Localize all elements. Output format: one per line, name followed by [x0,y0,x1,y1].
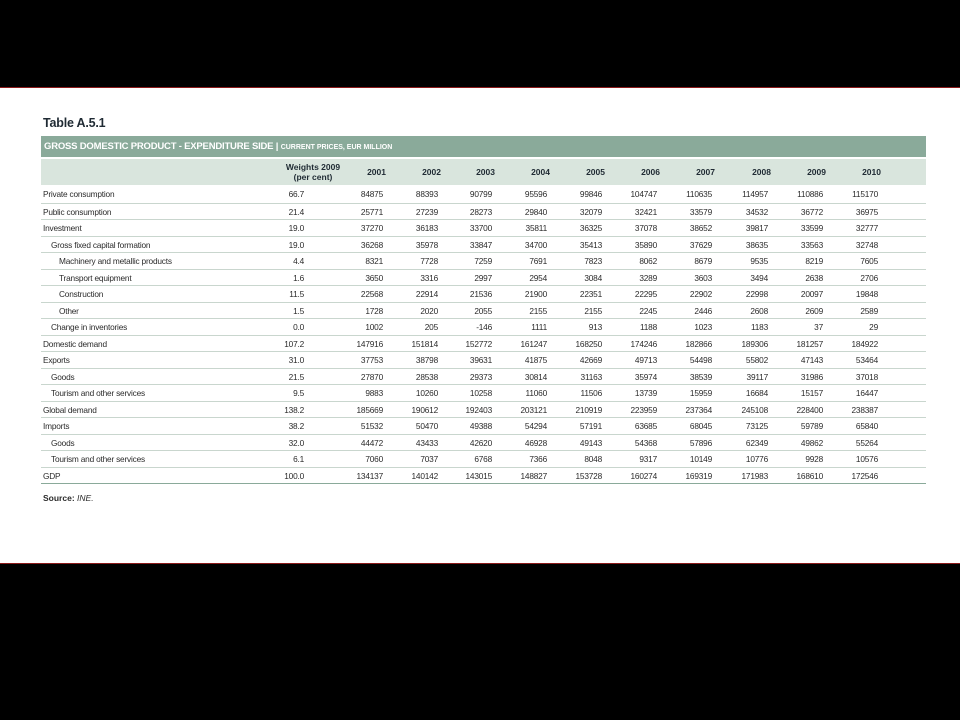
row-label: Construction [59,289,104,299]
weight-cell: 11.5 [289,289,304,299]
value-cell: 2020 [420,305,438,316]
value-cell: 21536 [469,289,492,299]
value-cell: 9317 [639,454,657,464]
table-row [41,318,926,335]
value-cell: 223959 [630,404,657,415]
value-cell: 8679 [694,256,712,266]
value-cell: 32079 [579,206,602,217]
value-cell: 7823 [584,256,602,266]
table-row [41,401,926,418]
value-cell: 174246 [630,338,657,349]
value-cell: 168610 [796,470,823,481]
value-cell: 9928 [805,454,823,464]
value-cell: 7366 [529,454,547,464]
value-cell: 10776 [745,454,768,464]
value-cell: 34532 [745,206,768,217]
value-cell: 32777 [855,223,878,233]
value-cell: 168250 [575,338,602,349]
value-cell: 35413 [579,239,602,250]
year-header: 2004 [531,167,550,177]
value-cell: 190612 [411,404,438,415]
value-cell: 41875 [524,355,547,365]
value-cell: 3084 [584,272,602,283]
value-cell: 172546 [851,470,878,481]
weight-cell: 38.2 [288,421,304,431]
row-label: Goods [51,437,75,448]
source-note [43,493,94,503]
value-cell: 73125 [745,421,768,431]
value-cell: 29840 [524,206,547,217]
value-cell: 245108 [741,404,768,415]
value-cell: 134137 [356,470,383,481]
value-cell: 147916 [356,338,383,349]
value-cell: 27870 [360,371,383,382]
row-label: Goods [51,371,75,382]
row-label: Exports [43,355,70,365]
year-header: 2005 [586,167,605,177]
value-cell: 189306 [741,338,768,349]
value-cell: 143015 [465,470,492,481]
value-cell: 160274 [630,470,657,481]
row-label: Tourism and other services [51,388,145,398]
weight-cell: 4.4 [293,256,304,266]
value-cell: 22351 [579,289,602,299]
value-cell: 192403 [465,404,492,415]
table-row [41,302,926,319]
source-value: INE. [77,493,94,503]
table-row [41,368,926,385]
value-cell: 28538 [415,371,438,382]
value-cell: 2609 [805,305,823,316]
value-cell: 88393 [415,189,438,199]
table-row [41,219,926,236]
value-cell: 59789 [800,421,823,431]
value-cell: 7691 [529,256,547,266]
value-cell: 22295 [634,289,657,299]
value-cell: 38635 [745,239,768,250]
value-cell: 15157 [800,388,823,398]
row-label: Global demand [43,404,97,415]
value-cell: 29 [869,322,878,332]
value-cell: 2997 [474,272,492,283]
value-cell: 3603 [694,272,712,283]
row-label: Public consumption [43,206,112,217]
value-cell: 22914 [415,289,438,299]
value-cell: 33563 [800,239,823,250]
value-cell: 182866 [685,338,712,349]
value-cell: 62349 [745,437,768,448]
value-cell: 51532 [360,421,383,431]
value-cell: 151814 [411,338,438,349]
value-cell: 90799 [469,189,492,199]
value-cell: 161247 [520,338,547,349]
value-cell: 37753 [360,355,383,365]
table-row [41,417,926,434]
value-cell: 38539 [689,371,712,382]
value-cell: 9883 [365,388,383,398]
slide [0,87,960,564]
value-cell: 110635 [686,189,712,199]
value-cell: 42669 [579,355,602,365]
value-cell: 8219 [805,256,823,266]
row-label: Tourism and other services [51,454,145,464]
value-cell: 37270 [360,223,383,233]
value-cell: 1728 [365,305,383,316]
value-cell: 49713 [634,355,657,365]
value-cell: 46928 [524,437,547,448]
value-cell: 8321 [365,256,383,266]
value-cell: 2155 [584,305,602,316]
value-cell: 54498 [689,355,712,365]
table-row [41,335,926,352]
table-row [41,269,926,286]
value-cell: 238387 [851,404,878,415]
value-cell: 2954 [529,272,547,283]
value-cell: 2638 [805,272,823,283]
value-cell: 205 [424,322,438,332]
table-bottom-rule [41,483,926,484]
year-header: 2008 [752,167,771,177]
value-cell: 32421 [634,206,657,217]
year-header: 2010 [862,167,881,177]
value-cell: 15959 [689,388,712,398]
year-header: 2006 [641,167,660,177]
value-cell: 11506 [580,388,602,398]
value-cell: 148827 [520,470,547,481]
weight-cell: 100.0 [284,470,304,481]
value-cell: 11060 [525,388,547,398]
value-cell: 38652 [689,223,712,233]
value-cell: 8048 [584,454,602,464]
value-cell: 10258 [469,388,492,398]
value-cell: 22902 [689,289,712,299]
value-cell: 68045 [689,421,712,431]
row-label: GDP [43,470,61,481]
year-header: 2002 [422,167,441,177]
value-cell: -146 [476,322,492,332]
value-cell: 31163 [580,371,602,382]
value-cell: 53464 [855,355,878,365]
value-cell: 16447 [855,388,878,398]
value-cell: 114957 [742,189,768,199]
value-cell: 36268 [360,239,383,250]
value-cell: 1023 [694,322,712,332]
table-header-main: GROSS DOMESTIC PRODUCT - EXPENDITURE SIDE | [44,141,279,152]
value-cell: 2608 [750,305,768,316]
value-cell: 35978 [415,239,438,250]
value-cell: 57191 [579,421,602,431]
weights-column-header [284,159,342,185]
value-cell: 171983 [741,470,768,481]
value-cell: 184922 [851,338,878,349]
value-cell: 21900 [524,289,547,299]
value-cell: 54368 [634,437,657,448]
year-header: 2007 [696,167,715,177]
value-cell: 84875 [360,189,383,199]
value-cell: 63685 [634,421,657,431]
value-cell: 31986 [800,371,823,382]
value-cell: 36183 [415,223,438,233]
weight-cell: 138.2 [284,404,304,415]
value-cell: 37629 [689,239,712,250]
value-cell: 65840 [855,421,878,431]
value-cell: 9535 [750,256,768,266]
row-label: Imports [43,421,70,431]
value-cell: 913 [588,322,602,332]
value-cell: 55264 [855,437,878,448]
weight-cell: 0.0 [293,322,304,332]
value-cell: 6768 [474,454,492,464]
value-cell: 1183 [750,322,768,332]
value-cell: 36325 [579,223,602,233]
value-cell: 42620 [469,437,492,448]
value-cell: 99846 [579,189,602,199]
value-cell: 1188 [639,322,657,332]
value-cell: 22568 [360,289,383,299]
value-cell: 7060 [365,454,383,464]
value-cell: 33847 [469,239,492,250]
weight-cell: 66.7 [288,189,304,199]
value-cell: 237364 [685,404,712,415]
table-row [41,467,926,484]
year-header: 2009 [807,167,826,177]
value-cell: 7259 [474,256,492,266]
value-cell: 47143 [800,355,823,365]
value-cell: 16684 [745,388,768,398]
weight-cell: 21.5 [288,371,304,382]
table-row [41,203,926,220]
row-label: Transport equipment [59,272,132,283]
weight-cell: 9.5 [293,388,304,398]
value-cell: 35890 [634,239,657,250]
table-header-sub: CURRENT PRICES, EUR MILLION [280,144,393,151]
weight-cell: 6.1 [293,454,304,464]
value-cell: 169319 [685,470,712,481]
value-cell: 33579 [689,206,712,217]
year-header: 2003 [476,167,495,177]
source-label: Source: [43,493,75,503]
table-row [41,351,926,368]
value-cell: 10149 [689,454,712,464]
value-cell: 49388 [469,421,492,431]
value-cell: 95596 [524,189,547,199]
value-cell: 1002 [365,322,383,332]
value-cell: 38798 [415,355,438,365]
table-row [41,285,926,302]
value-cell: 2706 [860,272,878,283]
table-row [41,450,926,467]
value-cell: 36772 [800,206,823,217]
value-cell: 36975 [855,206,878,217]
value-cell: 35974 [634,371,657,382]
weights-header-line2: (per cent) [293,172,333,182]
column-header-row [41,159,926,185]
value-cell: 49143 [579,437,602,448]
value-cell: 25771 [360,206,383,217]
value-cell: 22998 [745,289,768,299]
value-cell: 35811 [525,223,547,233]
table-title: Table A.5.1 [43,116,106,130]
value-cell: 10576 [855,454,878,464]
value-cell: 37018 [855,371,878,382]
value-cell: 3650 [365,272,383,283]
value-cell: 19848 [855,289,878,299]
row-label: Machinery and metallic products [59,256,172,266]
value-cell: 7605 [860,256,878,266]
value-cell: 44472 [360,437,383,448]
row-label: Domestic demand [43,338,107,349]
value-cell: 104747 [630,189,657,199]
row-label: Investment [43,223,82,233]
value-cell: 32748 [855,239,878,250]
value-cell: 10260 [415,388,438,398]
row-label: Gross fixed capital formation [51,239,151,250]
weight-cell: 19.0 [288,239,304,250]
table-row [41,434,926,451]
value-cell: 39631 [469,355,492,365]
value-cell: 140142 [411,470,438,481]
value-cell: 33599 [800,223,823,233]
value-cell: 203121 [520,404,547,415]
value-cell: 115170 [852,189,878,199]
value-cell: 34700 [524,239,547,250]
weight-cell: 19.0 [288,223,304,233]
value-cell: 50470 [415,421,438,431]
value-cell: 110886 [797,189,823,199]
value-cell: 3316 [420,272,438,283]
row-label: Change in inventories [51,322,128,332]
value-cell: 43433 [415,437,438,448]
value-cell: 49862 [800,437,823,448]
row-label: Private consumption [43,189,115,199]
table-row [41,384,926,401]
value-cell: 39817 [745,223,768,233]
table-row [41,186,926,203]
weight-cell: 107.2 [284,338,304,349]
value-cell: 1111 [531,322,547,332]
value-cell: 33700 [469,223,492,233]
value-cell: 152772 [465,338,492,349]
value-cell: 181257 [796,338,823,349]
value-cell: 2589 [860,305,878,316]
value-cell: 29373 [469,371,492,382]
value-cell: 13739 [634,388,657,398]
row-label: Other [59,305,79,316]
value-cell: 185669 [356,404,383,415]
value-cell: 39117 [746,371,768,382]
year-header: 2001 [367,167,386,177]
value-cell: 3289 [639,272,657,283]
weight-cell: 1.6 [293,272,304,283]
table-row [41,252,926,269]
value-cell: 20097 [800,289,823,299]
value-cell: 37078 [634,223,657,233]
weights-header-line1: Weights 2009 [285,162,341,172]
value-cell: 7728 [420,256,438,266]
value-cell: 2155 [529,305,547,316]
value-cell: 210919 [575,404,602,415]
table-header-bar [41,136,926,157]
value-cell: 55802 [745,355,768,365]
value-cell: 30814 [524,371,547,382]
value-cell: 54294 [524,421,547,431]
value-cell: 8062 [639,256,657,266]
weight-cell: 1.5 [293,305,304,316]
value-cell: 7037 [420,454,438,464]
value-cell: 153728 [575,470,602,481]
value-cell: 28273 [469,206,492,217]
value-cell: 3494 [750,272,768,283]
value-cell: 27239 [415,206,438,217]
weight-cell: 31.0 [288,355,304,365]
weight-cell: 21.4 [288,206,304,217]
value-cell: 2245 [639,305,657,316]
value-cell: 57896 [689,437,712,448]
value-cell: 228400 [796,404,823,415]
weight-cell: 32.0 [288,437,304,448]
value-cell: 37 [814,322,823,332]
table-row [41,236,926,253]
value-cell: 2446 [694,305,712,316]
value-cell: 2055 [474,305,492,316]
